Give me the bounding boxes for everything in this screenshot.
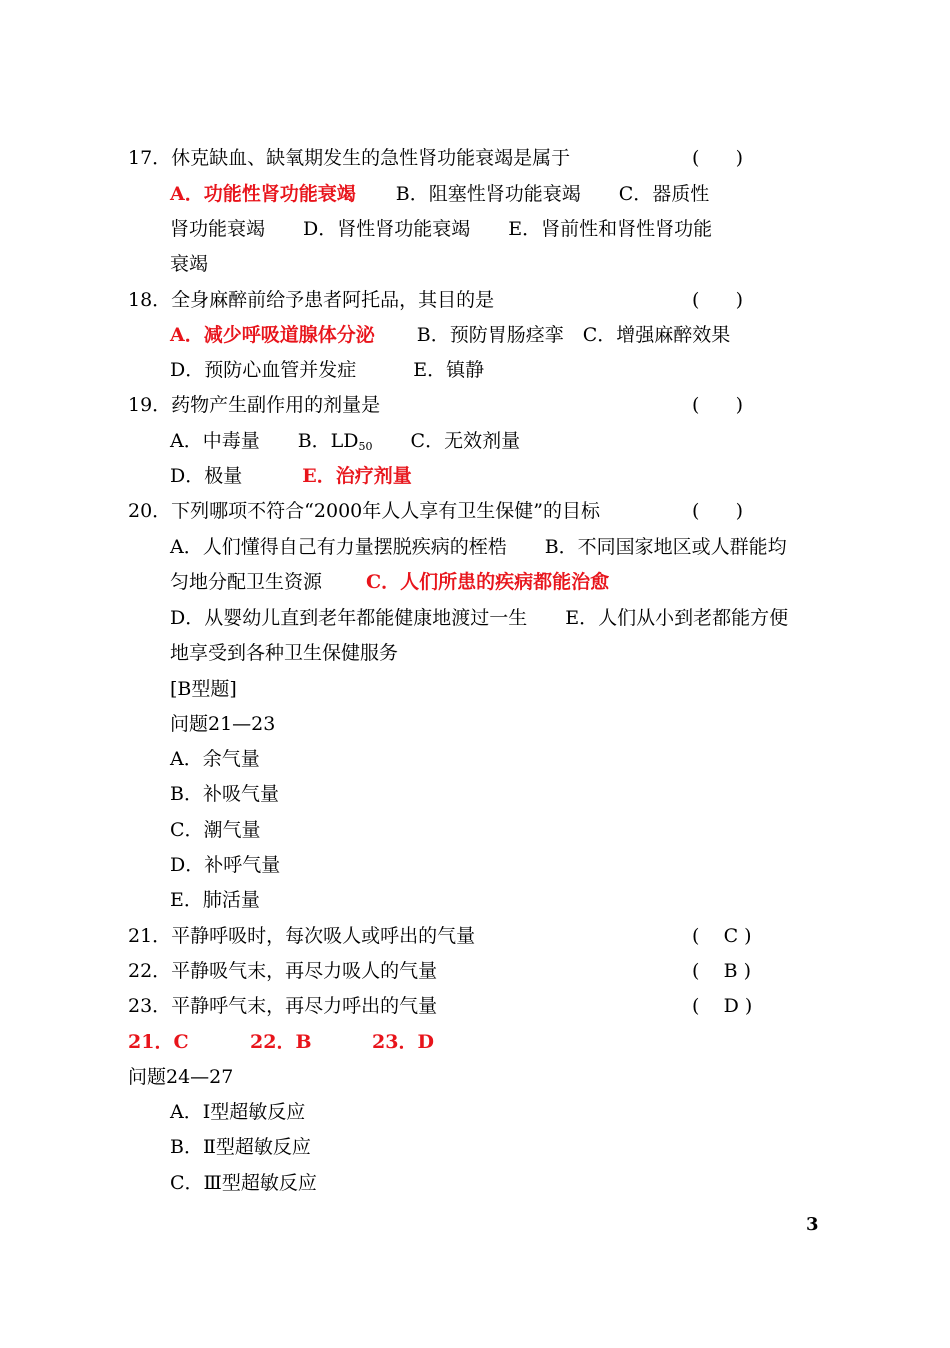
group1-title: 问题21—23 <box>170 713 276 735</box>
group2-title: 问题24—27 <box>128 1066 234 1088</box>
q19-option-c: C．无效剂量 <box>372 430 521 452</box>
group2-option-b: B．Ⅱ型超敏反应 <box>170 1136 311 1158</box>
q19-option-d: D．极量 <box>170 465 243 487</box>
group1-option-a: A．余气量 <box>170 748 260 770</box>
group2-option-a: A．Ⅰ型超敏反应 <box>170 1101 306 1123</box>
q19-options-line1 <box>170 429 520 459</box>
q20-option-text: 匀地分配卫生资源 <box>170 571 323 593</box>
group1-option-b: B．补吸气量 <box>170 783 279 805</box>
q17-options-line1 <box>170 182 709 206</box>
q20-options-line3: D．从婴幼儿直到老年都能健康地渡过一生 E．人们从小到老都能方便 <box>170 607 789 629</box>
answer-key-22: 22．B <box>250 1031 312 1053</box>
q19-options-line2 <box>170 464 412 488</box>
q17-stem: 17．休克缺血、缺氧期发生的急性肾功能衰竭是属于 <box>128 147 571 169</box>
q20-options-line2 <box>170 570 609 594</box>
q19-ld-subscript: 50 <box>358 440 373 453</box>
group1-option-c: C．潮气量 <box>170 819 261 841</box>
q20-stem: 20．下列哪项不符合“2000年人人享有卫生保健”的目标 <box>128 500 600 522</box>
q20-answer-blank: ( ) <box>692 500 744 522</box>
q23-answer: ( D ) <box>692 995 753 1017</box>
q18-correct-option: A．减少呼吸道腺体分泌 <box>170 324 375 346</box>
q19-stem: 19．药物产生副作用的剂量是 <box>128 394 381 416</box>
q18-answer-blank: ( ) <box>692 289 744 311</box>
q19-answer-blank: ( ) <box>692 394 744 416</box>
q18-option-text: B．预防胃肠痉挛 C．增强麻醉效果 <box>416 324 731 346</box>
q17-answer-blank: ( ) <box>692 147 744 169</box>
group2-option-c: C．Ⅲ型超敏反应 <box>170 1172 317 1194</box>
group1-option-d: D．补呼气量 <box>170 854 281 876</box>
b-type-heading: [B型题] <box>170 678 237 700</box>
q22-stem: 22．平静吸气末，再尽力吸人的气量 <box>128 960 438 982</box>
q19-option-ab: A．中毒量 B．LD <box>170 430 359 452</box>
group1-option-e: E．肺活量 <box>170 889 260 911</box>
answer-key-21: 21．C <box>128 1031 189 1053</box>
q18-options-line2: D．预防心血管并发症 E．镇静 <box>170 359 485 381</box>
q22-answer: ( B ) <box>692 960 751 982</box>
q18-options-line1 <box>170 323 730 347</box>
q19-correct-option: E．治疗剂量 <box>302 465 412 487</box>
q21-answer: ( C ) <box>692 925 752 947</box>
q17-option-text: B．阻塞性肾功能衰竭 C．器质性 <box>395 183 710 205</box>
answer-key-23: 23．D <box>372 1031 434 1053</box>
q17-options-line2: 肾功能衰竭 D．肾性肾功能衰竭 E．肾前性和肾性肾功能 <box>170 218 713 240</box>
q20-correct-option: C．人们所患的疾病都能治愈 <box>366 571 610 593</box>
q20-options-line1: A．人们懂得自己有力量摆脱疾病的桎梏 B．不同国家地区或人群能均 <box>170 536 787 558</box>
q20-options-line4: 地享受到各种卫生保健服务 <box>170 642 399 664</box>
q17-correct-option: A．功能性肾功能衰竭 <box>170 183 356 205</box>
page-number: 3 <box>806 1214 819 1235</box>
q23-stem: 23．平静呼气末，再尽力呼出的气量 <box>128 995 438 1017</box>
q18-stem: 18．全身麻醉前给予患者阿托品，其目的是 <box>128 289 495 311</box>
q17-options-line3: 衰竭 <box>170 253 209 275</box>
q21-stem: 21．平静呼吸时，每次吸人或呼出的气量 <box>128 925 476 947</box>
